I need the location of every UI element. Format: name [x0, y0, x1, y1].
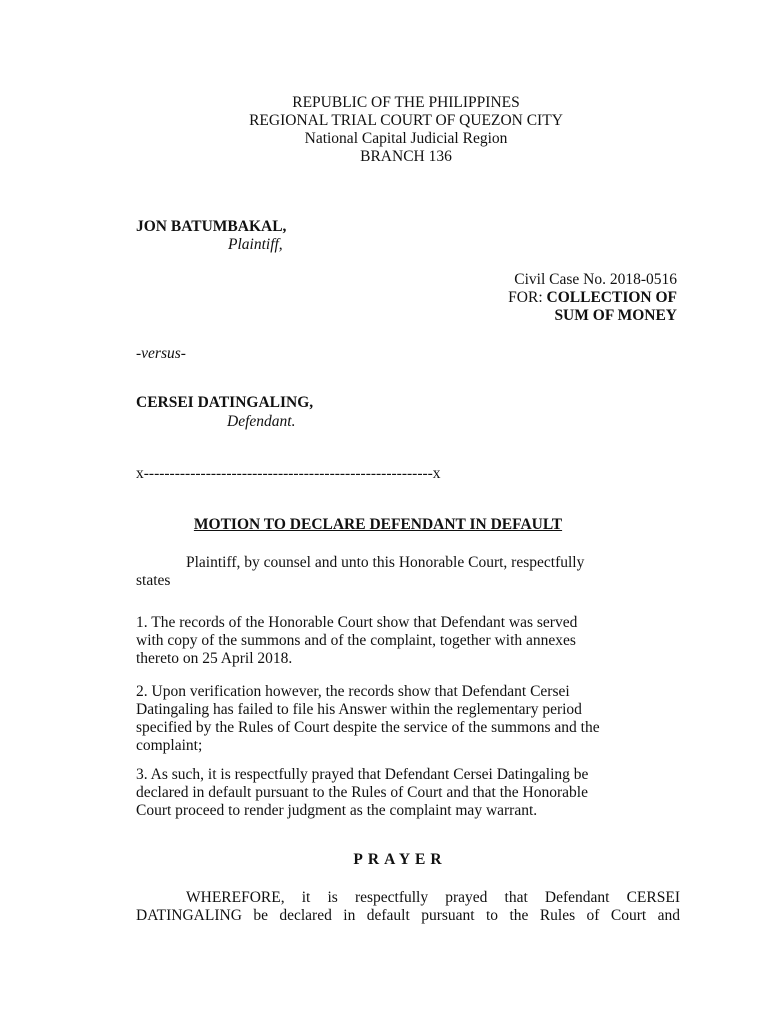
paragraph-line: Datingaling has failed to file his Answer within the reglementary period [136, 701, 582, 718]
paragraph-1 [136, 614, 680, 668]
plaintiff-name: JON BATUMBAKAL, [136, 218, 287, 235]
case-for-line [508, 289, 677, 307]
paragraph-line: complaint; [136, 737, 203, 754]
paragraph-line: 3. As such, it is respectfully prayed that Defendant Cersei Datingaling be [136, 766, 589, 783]
plaintiff-role: Plaintiff, [228, 236, 283, 253]
paragraph-line: Court proceed to render judgment as the complaint may warrant. [136, 802, 538, 819]
header-branch: BRANCH 136 [360, 148, 452, 165]
case-for-value-1: COLLECTION OF [546, 289, 677, 306]
defendant-role: Defendant. [227, 413, 296, 430]
prayer-line-1: WHEREFORE, it is respectfully prayed that Defendant CERSEI [186, 889, 680, 906]
intro-paragraph [136, 554, 680, 590]
paragraph-line: with copy of the summons and of the complaint, together with annexes [136, 632, 576, 649]
motion-title: MOTION TO DECLARE DEFENDANT IN DEFAULT [193, 516, 563, 533]
defendant-name: CERSEI DATINGALING, [136, 394, 314, 411]
case-number: Civil Case No. 2018-0516 [514, 271, 677, 288]
paragraph-3 [136, 766, 680, 820]
paragraph-2 [136, 683, 680, 755]
court-header [0, 94, 768, 166]
prayer-line-2: DATINGALING be declared in default pursuant to the Rules of Court and [136, 907, 680, 924]
header-region: National Capital Judicial Region [304, 130, 508, 147]
intro-line-2: states [136, 572, 171, 589]
prayer-title: PRAYER [353, 851, 447, 868]
paragraph-line: declared in default pursuant to the Rules of Court and that the Honorable [136, 784, 588, 801]
paragraph-line: thereto on 25 April 2018. [136, 650, 293, 667]
case-info [508, 271, 677, 325]
header-republic: REPUBLIC OF THE PHILIPPINES [292, 94, 520, 111]
prayer-paragraph [136, 889, 680, 925]
case-for-value-2: SUM OF MONEY [554, 307, 677, 324]
case-for-label: FOR: [508, 289, 547, 306]
intro-line-1: Plaintiff, by counsel and unto this Honorable Court, respectfully [186, 554, 585, 571]
header-court: REGIONAL TRIAL COURT OF QUEZON CITY [249, 112, 563, 129]
paragraph-line: 1. The records of the Honorable Court show that Defendant was served [136, 614, 578, 631]
paragraph-line: specified by the Rules of Court despite the service of the summons and the [136, 719, 600, 736]
caption-separator: x--------------------------------------------------------x [136, 465, 441, 482]
versus-text: -versus- [136, 345, 186, 362]
paragraph-line: 2. Upon verification however, the records show that Defendant Cersei [136, 683, 570, 700]
